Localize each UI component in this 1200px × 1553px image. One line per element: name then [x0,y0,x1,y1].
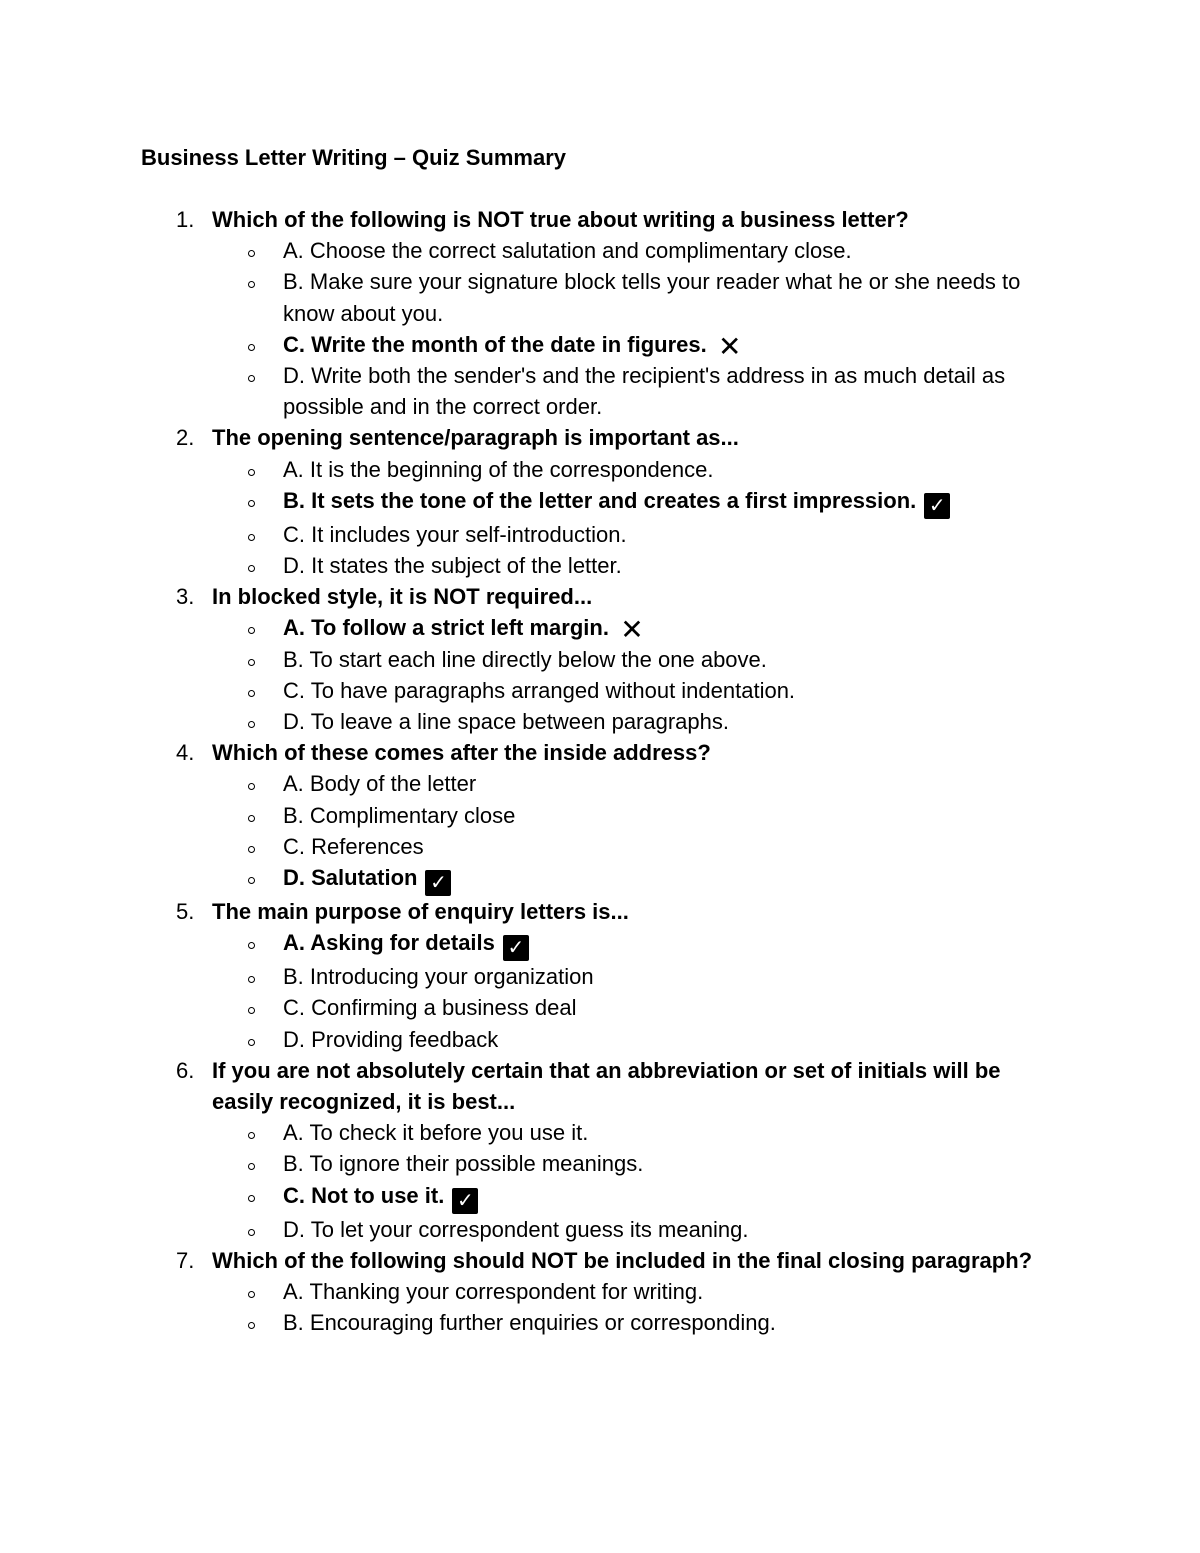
circle-bullet-icon [248,375,255,382]
circle-bullet-icon [248,1229,255,1236]
answer-option [0,831,1200,862]
answer-text: C. Write the month of the date in figures. [283,331,707,357]
question-text: The opening sentence/paragraph is important as... [212,425,739,451]
answer-text-wrapper [283,235,1058,266]
answer-text: C. It includes your self-introduction. [283,521,627,547]
answer-option [0,1180,1200,1214]
question-text: If you are not absolutely certain that an abbreviation or set of initials will be easily recognized, it is best... [212,1057,1001,1115]
answer-option [0,1117,1200,1148]
answer-option [0,235,1200,266]
answer-text: B. To ignore their possible meanings. [283,1151,644,1177]
answer-text: A. Body of the letter [283,771,477,797]
question-item [0,422,1200,581]
answer-text-wrapper [283,675,1058,706]
answer-text-wrapper [283,550,1058,581]
question-text: Which of the following is NOT true about writing a business letter? [212,207,909,232]
circle-bullet-icon [248,1007,255,1014]
circle-bullet-icon [248,659,255,666]
option-list [0,454,1200,582]
circle-bullet-icon [248,250,255,257]
circle-bullet-icon [248,534,255,541]
answer-text: A. Asking for details [283,930,495,956]
selected-answer-text-wrapper [283,927,1058,961]
answer-option [0,800,1200,831]
answer-text-wrapper [283,800,1058,831]
answer-text-wrapper [283,1307,1058,1338]
answer-option [0,992,1200,1023]
answer-text: D. To let your correspondent guess its meaning. [283,1216,749,1242]
option-list [0,1276,1200,1338]
question-number: 7. [176,1247,195,1273]
circle-bullet-icon [248,500,255,507]
answer-text-wrapper [283,961,1058,992]
answer-option [0,675,1200,706]
answer-text: B. Make sure your signature block tells your reader what he or she needs to know about you. [283,269,1021,326]
question-item [0,204,1200,422]
circle-bullet-icon [248,1163,255,1170]
question-list [0,204,1200,1339]
option-list [0,235,1200,422]
answer-text: D. It states the subject of the letter. [283,553,622,579]
question-number: 6. [176,1057,195,1083]
circle-bullet-icon [248,846,255,853]
document-title: Business Letter Writing – Quiz Summary [141,145,567,170]
answer-text-wrapper [283,519,1058,550]
circle-bullet-icon [248,721,255,728]
answer-option [0,1276,1200,1307]
question-number: 5. [176,899,195,925]
answer-option [0,550,1200,581]
answer-text-wrapper [283,768,1058,799]
question-item [0,737,1200,896]
check-icon: ✓ [924,493,950,519]
option-list [0,768,1200,896]
question-number: 4. [176,740,195,766]
answer-option [0,927,1200,961]
check-icon: ✓ [503,935,529,961]
answer-option [0,961,1200,992]
question-text: Which of these comes after the inside address? [212,740,711,766]
answer-text-wrapper [283,992,1058,1023]
question-text: The main purpose of enquiry letters is... [212,899,629,925]
answer-text: C. References [283,833,424,859]
answer-text-wrapper [283,360,1058,422]
answer-text: A. Choose the correct salutation and complimentary close. [283,238,852,264]
selected-answer-text-wrapper [283,485,1058,519]
cross-icon: ✕ [717,330,742,362]
question-item [0,896,1200,1055]
answer-option [0,612,1200,646]
question-text: In blocked style, it is NOT required... [212,584,593,610]
circle-bullet-icon [248,1322,255,1329]
question-text: Which of the following should NOT be included in the final closing paragraph? [212,1247,1033,1273]
answer-text-wrapper [283,1276,1058,1307]
answer-text-wrapper [283,1117,1058,1148]
answer-text-wrapper [283,1214,1058,1245]
answer-text-wrapper [283,1148,1058,1179]
answer-text: D. Salutation [283,865,418,891]
answer-text: A. To follow a strict left margin. [283,615,609,641]
answer-option [0,768,1200,799]
answer-text: B. To start each line directly below the one above. [283,646,767,672]
answer-text-wrapper [283,454,1058,485]
answer-option [0,519,1200,550]
answer-option [0,454,1200,485]
answer-text: A. It is the beginning of the correspondence. [283,456,714,482]
selected-answer-text-wrapper [283,612,1058,646]
selected-answer-text-wrapper [283,1180,1058,1214]
circle-bullet-icon [248,1132,255,1139]
answer-option [0,329,1200,360]
answer-text: C. To have paragraphs arranged without indentation. [283,677,796,703]
circle-bullet-icon [248,565,255,572]
question-number: 3. [176,584,195,610]
circle-bullet-icon [248,976,255,983]
circle-bullet-icon [248,877,255,884]
option-list [0,1117,1200,1245]
answer-option [0,1148,1200,1179]
circle-bullet-icon [248,690,255,697]
option-list [0,927,1200,1055]
answer-text: C. Confirming a business deal [283,995,577,1021]
answer-text: D. Write both the sender's and the recipient's address in as much detail as possible and in the correct order. [283,363,1006,420]
circle-bullet-icon [248,281,255,288]
circle-bullet-icon [248,783,255,790]
circle-bullet-icon [248,627,255,634]
circle-bullet-icon [248,942,255,949]
answer-text-wrapper [283,1024,1058,1055]
cross-icon: ✕ [620,614,644,646]
question-number: 1. [176,207,195,232]
answer-text: B. Complimentary close [283,802,516,828]
question-item [0,1055,1200,1245]
answer-option [0,1024,1200,1055]
answer-option [0,644,1200,675]
circle-bullet-icon [248,1195,255,1202]
question-number: 2. [176,425,195,451]
circle-bullet-icon [248,469,255,476]
answer-text-wrapper [283,831,1058,862]
check-icon: ✓ [452,1188,478,1214]
answer-option [0,706,1200,737]
circle-bullet-icon [248,1039,255,1046]
check-icon: ✓ [425,870,451,896]
answer-text: D. To leave a line space between paragraphs. [283,709,729,735]
question-item [0,581,1200,737]
answer-option [0,360,1200,422]
answer-option [0,266,1200,328]
question-item [0,1245,1200,1339]
answer-text: A. Thanking your correspondent for writing. [283,1279,704,1305]
circle-bullet-icon [248,815,255,822]
answer-text: A. To check it before you use it. [283,1120,589,1146]
circle-bullet-icon [248,1291,255,1298]
answer-text-wrapper [283,266,1058,328]
answer-option [0,862,1200,896]
answer-option [0,1214,1200,1245]
answer-text: B. Encouraging further enquiries or corresponding. [283,1310,776,1336]
answer-text: D. Providing feedback [283,1026,499,1052]
answer-text-wrapper [283,706,1058,737]
answer-option [0,1307,1200,1338]
answer-text-wrapper [283,644,1058,675]
answer-text: B. It sets the tone of the letter and creates a first impression. [283,487,917,513]
option-list [0,612,1200,737]
answer-text: B. Introducing your organization [283,964,594,990]
selected-answer-text-wrapper [283,329,1058,360]
selected-answer-text-wrapper [283,862,1058,896]
circle-bullet-icon [248,344,255,351]
answer-text: C. Not to use it. [283,1182,445,1208]
answer-option [0,485,1200,519]
